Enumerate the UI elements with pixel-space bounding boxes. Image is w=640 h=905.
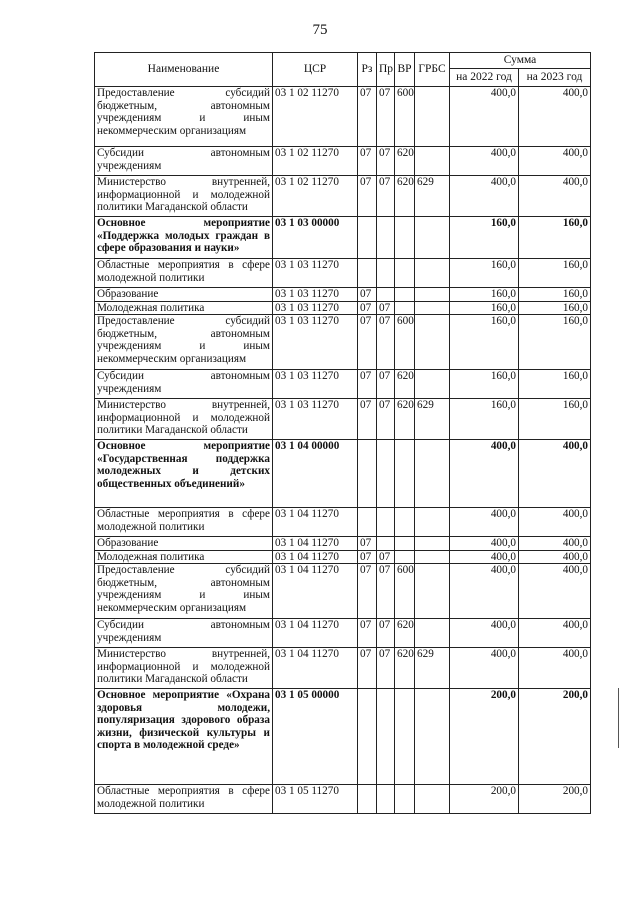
row-vr — [395, 508, 415, 537]
header-pr: Пр — [377, 53, 395, 87]
row-vr: 620 — [395, 147, 415, 176]
row-sum-2023: 400,0 — [519, 176, 591, 217]
row-sum-2023: 160,0 — [519, 217, 591, 259]
row-rz: 07 — [358, 564, 377, 619]
row-grbs — [415, 147, 450, 176]
row-sum-2022: 160,0 — [450, 288, 519, 302]
row-pr: 07 — [377, 619, 395, 648]
row-rz: 07 — [358, 537, 377, 551]
row-rz — [358, 259, 377, 288]
table-row — [95, 785, 591, 814]
row-sum-2023: 400,0 — [519, 564, 591, 619]
row-sum-2022: 400,0 — [450, 176, 519, 217]
row-sum-2022: 400,0 — [450, 550, 519, 564]
table-row — [95, 508, 591, 537]
table-row — [95, 689, 591, 785]
row-csr: 03 1 03 11270 — [273, 288, 358, 302]
row-name: Министерство внутренней, информационной и молодежной политики Магаданской области — [95, 648, 273, 689]
row-grbs — [415, 508, 450, 537]
row-pr — [377, 440, 395, 508]
row-vr — [395, 440, 415, 508]
table-row — [95, 315, 591, 370]
row-grbs — [415, 689, 450, 785]
row-pr — [377, 537, 395, 551]
row-sum-2022: 400,0 — [450, 537, 519, 551]
row-csr: 03 1 05 00000 — [273, 689, 358, 785]
row-csr: 03 1 04 11270 — [273, 619, 358, 648]
row-pr — [377, 288, 395, 302]
table-row — [95, 301, 591, 315]
row-sum-2023: 200,0 — [519, 689, 591, 785]
row-pr: 07 — [377, 176, 395, 217]
row-vr — [395, 259, 415, 288]
row-name: Областные мероприятия в сфере молодежной политики — [95, 785, 273, 814]
row-sum-2023: 400,0 — [519, 619, 591, 648]
row-name: Основное мероприятие «Охрана здоровья молодежи, популяризация здорового образа жизни, физической культуры и спорта в молодежной среде» — [95, 689, 273, 785]
row-name: Предоставление субсидий бюджетным, автономным учреждениям и иным некоммерческим организациям — [95, 564, 273, 619]
row-sum-2023: 160,0 — [519, 370, 591, 399]
row-pr — [377, 508, 395, 537]
row-pr: 07 — [377, 87, 395, 147]
row-rz: 07 — [358, 87, 377, 147]
row-sum-2022: 400,0 — [450, 440, 519, 508]
row-pr — [377, 689, 395, 785]
row-sum-2023: 200,0 — [519, 785, 591, 814]
row-grbs — [415, 259, 450, 288]
row-sum-2023: 400,0 — [519, 537, 591, 551]
row-csr: 03 1 03 11270 — [273, 259, 358, 288]
table-row — [95, 288, 591, 302]
row-grbs — [415, 315, 450, 370]
row-csr: 03 1 04 11270 — [273, 550, 358, 564]
row-pr — [377, 217, 395, 259]
budget-table — [94, 52, 591, 814]
row-vr: 620 — [395, 619, 415, 648]
row-csr: 03 1 02 11270 — [273, 87, 358, 147]
row-name: Министерство внутренней, информационной и молодежной политики Магаданской области — [95, 399, 273, 440]
row-vr: 600 — [395, 315, 415, 370]
row-grbs — [415, 537, 450, 551]
row-rz — [358, 785, 377, 814]
table-row — [95, 564, 591, 619]
row-sum-2023: 160,0 — [519, 259, 591, 288]
row-sum-2022: 400,0 — [450, 87, 519, 147]
row-sum-2023: 400,0 — [519, 87, 591, 147]
row-pr: 07 — [377, 564, 395, 619]
row-grbs — [415, 619, 450, 648]
header-rz: Рз — [358, 53, 377, 87]
row-name: Предоставление субсидий бюджетным, автономным учреждениям и иным некоммерческим организациям — [95, 87, 273, 147]
row-vr — [395, 301, 415, 315]
row-name: Субсидии автономным учреждениям — [95, 370, 273, 399]
row-csr: 03 1 04 11270 — [273, 648, 358, 689]
row-name: Областные мероприятия в сфере молодежной политики — [95, 508, 273, 537]
row-sum-2023: 400,0 — [519, 147, 591, 176]
row-rz — [358, 508, 377, 537]
row-sum-2022: 200,0 — [450, 785, 519, 814]
row-csr: 03 1 04 11270 — [273, 564, 358, 619]
row-grbs — [415, 217, 450, 259]
table-row — [95, 87, 591, 147]
row-rz: 07 — [358, 399, 377, 440]
row-sum-2023: 400,0 — [519, 550, 591, 564]
row-vr — [395, 217, 415, 259]
header-sum: Сумма — [450, 53, 591, 69]
row-vr: 620 — [395, 399, 415, 440]
table-row — [95, 440, 591, 508]
row-csr: 03 1 03 11270 — [273, 370, 358, 399]
row-pr: 07 — [377, 315, 395, 370]
row-grbs — [415, 288, 450, 302]
row-rz: 07 — [358, 550, 377, 564]
row-pr — [377, 785, 395, 814]
row-pr: 07 — [377, 648, 395, 689]
row-grbs — [415, 550, 450, 564]
header-row — [95, 53, 591, 69]
row-pr: 07 — [377, 550, 395, 564]
header-csr: ЦСР — [273, 53, 358, 87]
row-rz: 07 — [358, 648, 377, 689]
table-row — [95, 619, 591, 648]
row-vr: 600 — [395, 564, 415, 619]
table-body — [95, 87, 591, 814]
row-vr — [395, 288, 415, 302]
row-sum-2023: 160,0 — [519, 315, 591, 370]
row-rz: 07 — [358, 301, 377, 315]
table-row — [95, 648, 591, 689]
row-sum-2023: 160,0 — [519, 301, 591, 315]
row-csr: 03 1 04 11270 — [273, 508, 358, 537]
row-sum-2022: 400,0 — [450, 619, 519, 648]
row-vr — [395, 537, 415, 551]
row-name: Основное мероприятие «Поддержка молодых граждан в сфере образования и науки» — [95, 217, 273, 259]
header-2023: на 2023 год — [519, 69, 591, 87]
row-rz: 07 — [358, 147, 377, 176]
row-sum-2022: 400,0 — [450, 564, 519, 619]
table-row — [95, 370, 591, 399]
header-name: Наименование — [95, 53, 273, 87]
table-row — [95, 147, 591, 176]
row-csr: 03 1 04 11270 — [273, 537, 358, 551]
row-sum-2023: 160,0 — [519, 288, 591, 302]
row-csr: 03 1 04 00000 — [273, 440, 358, 508]
row-vr: 620 — [395, 648, 415, 689]
row-sum-2023: 400,0 — [519, 648, 591, 689]
row-name: Министерство внутренней, информационной и молодежной политики Магаданской области — [95, 176, 273, 217]
row-name: Молодежная политика — [95, 550, 273, 564]
header-grbs: ГРБС — [415, 53, 450, 87]
row-vr: 600 — [395, 87, 415, 147]
page-number: 75 — [312, 22, 328, 38]
row-name: Образование — [95, 288, 273, 302]
row-grbs: 629 — [415, 648, 450, 689]
row-sum-2022: 160,0 — [450, 315, 519, 370]
row-rz — [358, 689, 377, 785]
row-sum-2022: 160,0 — [450, 399, 519, 440]
table-row — [95, 217, 591, 259]
row-rz: 07 — [358, 619, 377, 648]
row-rz — [358, 217, 377, 259]
row-sum-2022: 400,0 — [450, 648, 519, 689]
table-row — [95, 176, 591, 217]
row-name: Субсидии автономным учреждениям — [95, 147, 273, 176]
row-rz — [358, 440, 377, 508]
row-sum-2022: 160,0 — [450, 217, 519, 259]
row-rz: 07 — [358, 288, 377, 302]
row-csr: 03 1 03 00000 — [273, 217, 358, 259]
row-name: Субсидии автономным учреждениям — [95, 619, 273, 648]
table-row — [95, 550, 591, 564]
row-csr: 03 1 03 11270 — [273, 399, 358, 440]
row-pr: 07 — [377, 399, 395, 440]
row-csr: 03 1 05 11270 — [273, 785, 358, 814]
row-name: Областные мероприятия в сфере молодежной политики — [95, 259, 273, 288]
scan-edge-line — [618, 688, 619, 748]
row-grbs — [415, 440, 450, 508]
row-pr: 07 — [377, 147, 395, 176]
table-row — [95, 537, 591, 551]
row-rz: 07 — [358, 370, 377, 399]
row-csr: 03 1 03 11270 — [273, 301, 358, 315]
row-rz: 07 — [358, 315, 377, 370]
row-sum-2023: 160,0 — [519, 399, 591, 440]
table-row — [95, 399, 591, 440]
row-vr — [395, 689, 415, 785]
header-vr: ВР — [395, 53, 415, 87]
row-name: Молодежная политика — [95, 301, 273, 315]
row-grbs: 629 — [415, 399, 450, 440]
row-sum-2022: 160,0 — [450, 259, 519, 288]
header-2022: на 2022 год — [450, 69, 519, 87]
row-sum-2022: 200,0 — [450, 689, 519, 785]
row-grbs — [415, 87, 450, 147]
row-vr — [395, 785, 415, 814]
row-grbs — [415, 301, 450, 315]
row-pr: 07 — [377, 301, 395, 315]
row-grbs — [415, 564, 450, 619]
row-csr: 03 1 02 11270 — [273, 147, 358, 176]
row-sum-2022: 400,0 — [450, 147, 519, 176]
row-pr — [377, 259, 395, 288]
row-vr: 620 — [395, 176, 415, 217]
row-name: Предоставление субсидий бюджетным, автономным учреждениям и иным некоммерческим организациям — [95, 315, 273, 370]
row-sum-2023: 400,0 — [519, 440, 591, 508]
row-sum-2023: 400,0 — [519, 508, 591, 537]
row-name: Образование — [95, 537, 273, 551]
row-grbs: 629 — [415, 176, 450, 217]
table-row — [95, 259, 591, 288]
row-csr: 03 1 02 11270 — [273, 176, 358, 217]
row-sum-2022: 160,0 — [450, 301, 519, 315]
row-csr: 03 1 03 11270 — [273, 315, 358, 370]
row-vr: 620 — [395, 370, 415, 399]
row-grbs — [415, 785, 450, 814]
row-grbs — [415, 370, 450, 399]
row-vr — [395, 550, 415, 564]
row-sum-2022: 160,0 — [450, 370, 519, 399]
row-pr: 07 — [377, 370, 395, 399]
row-sum-2022: 400,0 — [450, 508, 519, 537]
row-rz: 07 — [358, 176, 377, 217]
row-name: Основное мероприятие «Государственная поддержка молодежных и детских общественных объединений» — [95, 440, 273, 508]
